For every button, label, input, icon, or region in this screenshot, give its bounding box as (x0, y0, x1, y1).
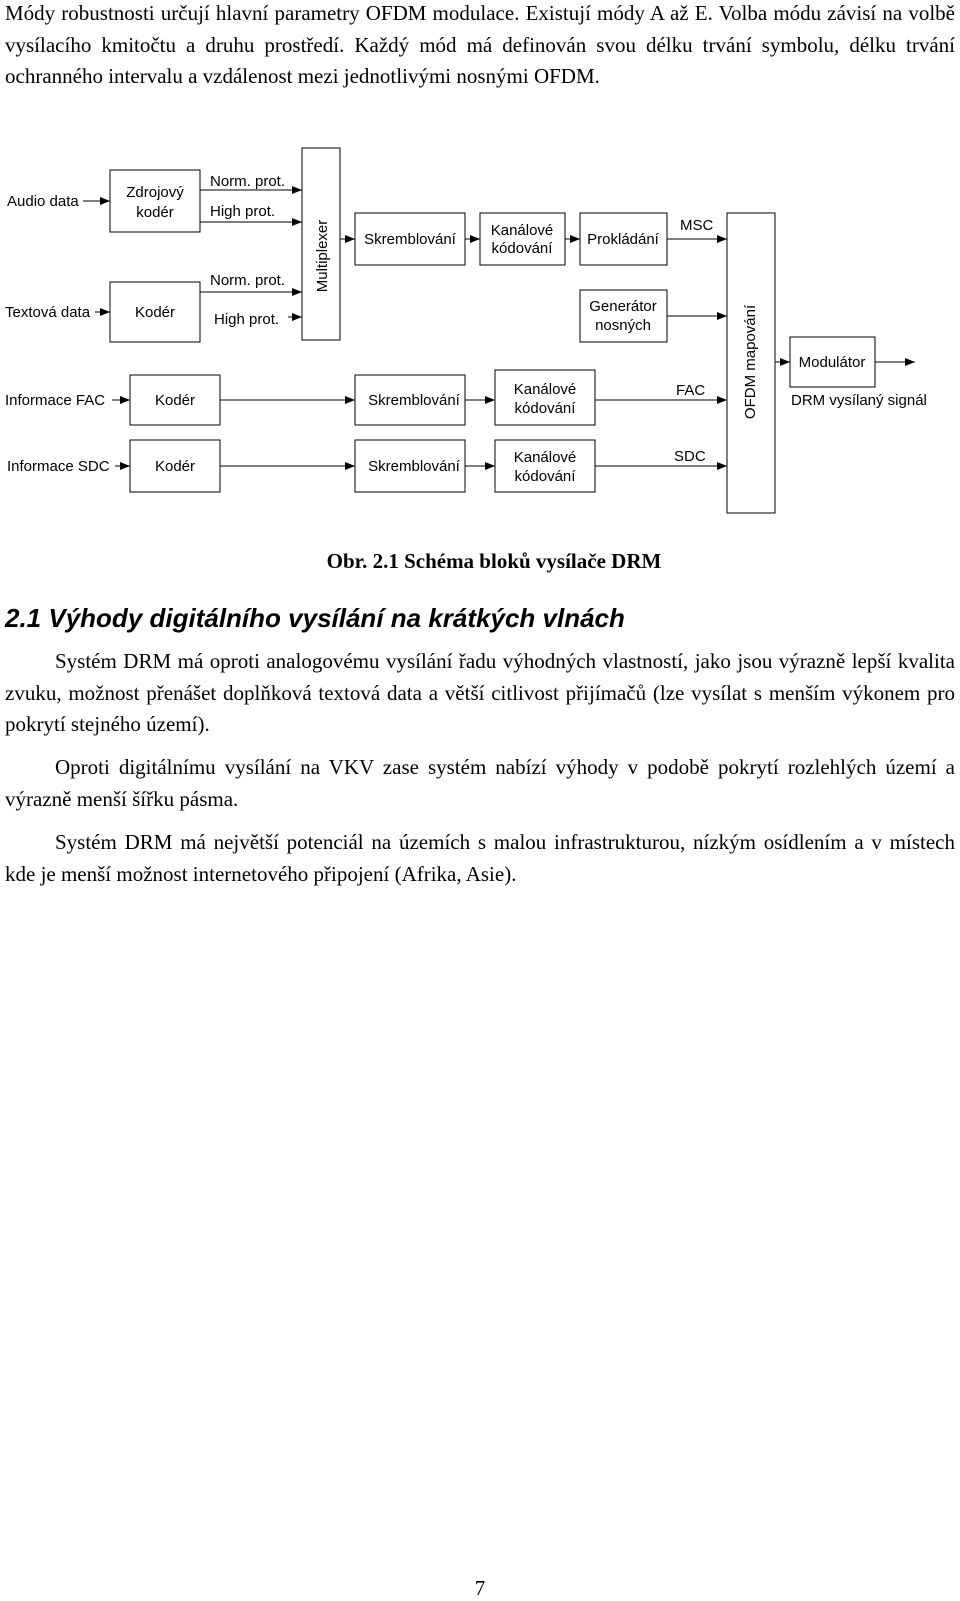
section-heading: 2.1 Výhody digitálního vysílání na krátkých vlnách (5, 603, 625, 633)
intro-paragraph: Módy robustnosti určují hlavní parametry OFDM modulace. Existují módy A až E. Volba módu závisí na volbě vysílacího kmitočtu a druhu prostředí. Každý mód má definován svou délku trvání symbolu, délku trvání ochranného intervalu a vzdálenost mezi jednotlivými nosnými OFDM. (5, 1, 955, 88)
output-signal-label: DRM vysílaný signál (791, 392, 927, 409)
body-paragraph-3: Systém DRM má největší potenciál na územích s malou infrastrukturou, nízkým osídlením a v místech kde je menší možnost internetového připojení (Afrika, Asie). (5, 830, 955, 886)
source-coder-label-2: kodér (136, 204, 174, 221)
source-coder-block (110, 170, 200, 232)
drm-transmitter-block-diagram (0, 140, 960, 520)
body-paragraph-2: Oproti digitálnímu vysílání na VKV zase systém nabízí výhody v podobě pokrytí rozlehlých území a výrazně menší šířku pásma. (5, 755, 955, 811)
body-paragraph-1: Systém DRM má oproti analogovému vysílání řadu výhodných vlastností, jako jsou výrazně lepší kvalita zvuku, možnost přenášet doplňková textová data a větší citlivost přijímačů (lze vysílat s menším výkonem pro pokrytí stejného území). (5, 649, 955, 736)
fac-signal-label: FAC (676, 382, 706, 399)
pilot-generator-label-1: Generátor (589, 298, 657, 315)
msc-channel-coding-block (480, 213, 565, 265)
fac-scrambling-label: Skremblování (368, 392, 460, 409)
multiplexer-label: Multiplexer (314, 219, 331, 293)
modulator-label: Modulátor (798, 354, 866, 371)
input-text-data: Textová data (5, 304, 91, 321)
sdc-coder-label: Kodér (154, 458, 196, 475)
interleaving-label: Prokládání (587, 231, 659, 248)
high-prot-label-1: High prot. (210, 203, 276, 220)
fac-channel-coding-label-2: kódování (514, 400, 576, 417)
msc-channel-coding-label-1: Kanálové (490, 222, 554, 239)
fac-coder-label: Kodér (154, 392, 196, 409)
input-sdc-info: Informace SDC (7, 458, 110, 475)
high-prot-label-2: High prot. (214, 311, 280, 328)
text-coder-label: Kodér (134, 304, 176, 321)
page-number: 7 (474, 1576, 486, 1600)
sdc-scrambling-label: Skremblování (368, 458, 460, 475)
msc-signal-label: MSC (680, 217, 714, 234)
sdc-channel-coding-label-1: Kanálové (513, 449, 577, 466)
input-fac-info: Informace FAC (5, 392, 106, 409)
pilot-generator-label-2: nosných (595, 317, 651, 334)
source-coder-label-1: Zdrojový (126, 184, 184, 201)
sdc-channel-coding-label-2: kódování (514, 468, 576, 485)
norm-prot-label-2: Norm. prot. (210, 272, 286, 289)
norm-prot-label-1: Norm. prot. (210, 173, 286, 190)
figure-caption: Obr. 2.1 Schéma bloků vysílače DRM (326, 549, 662, 573)
fac-channel-coding-label-1: Kanálové (513, 381, 577, 398)
msc-channel-coding-label-2: kódování (491, 240, 553, 257)
sdc-signal-label: SDC (674, 448, 706, 465)
msc-scrambling-label: Skremblování (364, 231, 456, 248)
input-audio-data: Audio data (7, 193, 79, 210)
ofdm-mapping-label: OFDM mapování (742, 304, 759, 420)
